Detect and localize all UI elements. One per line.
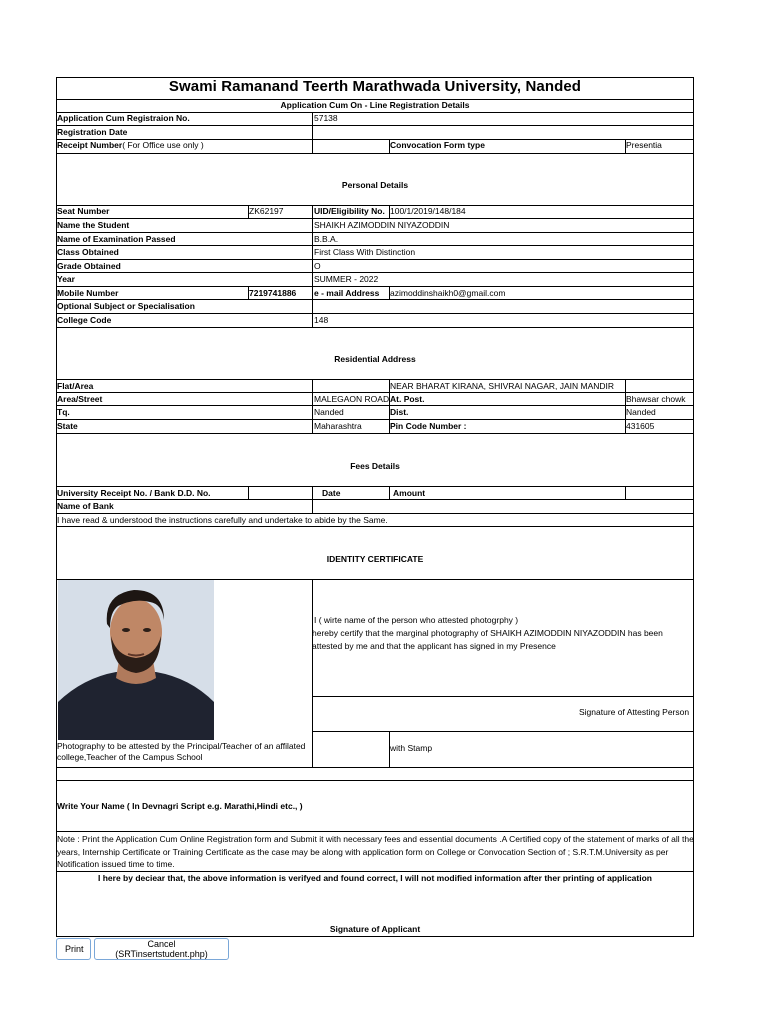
rule: [56, 125, 694, 126]
note-text: Note : Print the Application Cum Online Registration form and Submit it with necessary fees and essential documents .A Certified copy of the statement of marks of all the years, Internship Certificate or Training Certificate as the case may be along with application form on College or Convocation Section of ; S.R.T.M.University as per Notification issued time to time.: [57, 834, 694, 869]
rule: [56, 767, 694, 768]
email-label: e - mail Address: [314, 288, 380, 298]
cancel-button[interactable]: Cancel (SRTinsertstudent.php): [94, 938, 229, 960]
convocation-label: Convocation Form type: [390, 140, 485, 150]
tq-label: Tq.: [57, 407, 70, 417]
rule: [56, 433, 694, 434]
college-code-value: 148: [314, 315, 329, 325]
rule: [625, 392, 694, 393]
student-name-label: Name the Student: [57, 220, 130, 230]
rule: [312, 579, 313, 767]
state-value: Maharashtra: [314, 421, 362, 431]
pin-value: 431605: [626, 421, 655, 431]
flat-value: NEAR BHARAT KIRANA, SHIVRAI NAGAR, JAIN MANDIR: [390, 381, 615, 391]
post-value: Bhawsar chowk: [626, 394, 686, 404]
rule: [56, 419, 694, 420]
dist-value: Nanded: [626, 407, 656, 417]
receipt-note: ( For Office use only ): [122, 140, 204, 150]
bank-label: Name of Bank: [57, 501, 114, 511]
page-title: Swami Ramanand Teerth Marathwada University, Nanded: [168, 78, 582, 95]
rule: [56, 327, 694, 328]
rule: [56, 299, 694, 300]
print-button[interactable]: Print: [56, 938, 91, 960]
identity-heading: IDENTITY CERTIFICATE: [326, 554, 424, 564]
rule: [248, 486, 249, 499]
rule: [56, 153, 694, 154]
rule: [312, 379, 313, 433]
grade-value: O: [314, 261, 321, 271]
convocation-value: Presentia: [626, 140, 662, 150]
uid-label: UID/Eligibility No.: [314, 206, 385, 216]
rule: [56, 218, 694, 219]
optional-subject-label: Optional Subject or Specialisation: [57, 301, 195, 311]
dist-label: Dist.: [390, 407, 409, 417]
app-no-label: Application Cum Registraion No.: [57, 113, 190, 123]
applicant-signature: Signature of Applicant: [329, 924, 421, 934]
fees-heading: Fees Details: [350, 461, 400, 471]
certify-line-3: attested by me and that the applicant has signed in my Presence: [312, 641, 556, 651]
rule: [389, 486, 390, 499]
mobile-value: 7219741886: [249, 288, 297, 298]
uid-value: 100/1/2019/148/184: [390, 206, 466, 216]
fees-amount-label: Amount: [393, 488, 426, 498]
rule: [56, 526, 694, 527]
post-label: At. Post.: [390, 394, 425, 404]
rule: [56, 486, 694, 487]
email-value: azimoddinshaikh0@gmail.com: [390, 288, 506, 298]
exam-label: Name of Examination Passed: [57, 234, 176, 244]
class-label: Class Obtained: [57, 247, 119, 257]
declaration-text: I have read & understood the instructions carefully and undertake to abide by the Same.: [57, 515, 388, 525]
receipt-label-group: [57, 140, 204, 151]
applicant-photo: [58, 580, 214, 740]
declare-text: I here by deciear that, the above information is verifyed and found correct, I will not modified information after ther printing of application: [98, 873, 652, 883]
rule: [56, 392, 694, 393]
rule: [56, 313, 694, 314]
app-no-value: 57138: [314, 113, 338, 123]
stamp-label: with Stamp: [390, 743, 433, 753]
rule: [56, 272, 694, 273]
pin-label: Pin Code Number :: [390, 421, 467, 431]
flat-label: Flat/Area: [57, 381, 94, 391]
rule: [56, 780, 694, 781]
seat-value: ZK62197: [249, 206, 284, 216]
mobile-label: Mobile Number: [57, 288, 119, 298]
grade-label: Grade Obtained: [57, 261, 121, 271]
state-label: State: [57, 421, 78, 431]
rule: [625, 486, 626, 499]
rule: [56, 405, 694, 406]
personal-heading: Personal Details: [341, 180, 409, 190]
reg-date-label: Registration Date: [57, 127, 128, 137]
rule: [56, 379, 694, 380]
tq-value: Nanded: [314, 407, 344, 417]
class-value: First Class With Distinction: [314, 247, 416, 257]
rule: [56, 286, 694, 287]
rule: [312, 112, 313, 153]
student-name-value: SHAIKH AZIMODDIN NIYAZODDIN: [314, 220, 450, 230]
rule: [56, 499, 694, 500]
photo-note: Photography to be attested by the Principal/Teacher of an affilated college,Teacher of the Campus School: [57, 741, 306, 762]
receipt-label: Receipt Number: [57, 140, 123, 150]
exam-value: B.B.A.: [314, 234, 339, 244]
fees-date-label: Date: [322, 488, 341, 498]
certify-line-1: I ( wirte name of the person who attested photogrphy ): [314, 615, 519, 625]
form-subtitle: Application Cum On - Line Registration Details: [280, 100, 470, 110]
street-value: MALEGAON ROAD: [314, 394, 390, 404]
college-code-label: College Code: [57, 315, 112, 325]
rule: [56, 259, 694, 260]
rule: [56, 513, 694, 514]
rule: [56, 871, 694, 872]
rule: [312, 486, 313, 513]
rule: [56, 232, 694, 233]
street-label: Area/Street: [57, 394, 103, 404]
devnagri-name-label: Write Your Name ( In Devnagri Script e.g. Marathi,Hindi etc., ): [57, 801, 303, 811]
seat-label: Seat Number: [57, 206, 110, 216]
year-label: Year: [57, 274, 75, 284]
address-heading: Residential Address: [334, 354, 416, 364]
attesting-signature: Signature of Attesting Person: [579, 707, 690, 717]
rule: [312, 696, 694, 697]
rule: [312, 205, 313, 327]
certify-line-2: hereby certify that the marginal photography of SHAIKH AZIMODDIN NIYAZODDIN has been: [312, 628, 663, 638]
rule: [312, 731, 694, 732]
rule: [56, 831, 694, 832]
rule: [56, 245, 694, 246]
fees-receipt-label: University Receipt No. / Bank D.D. No.: [57, 488, 211, 498]
year-value: SUMMER - 2022: [314, 274, 379, 284]
